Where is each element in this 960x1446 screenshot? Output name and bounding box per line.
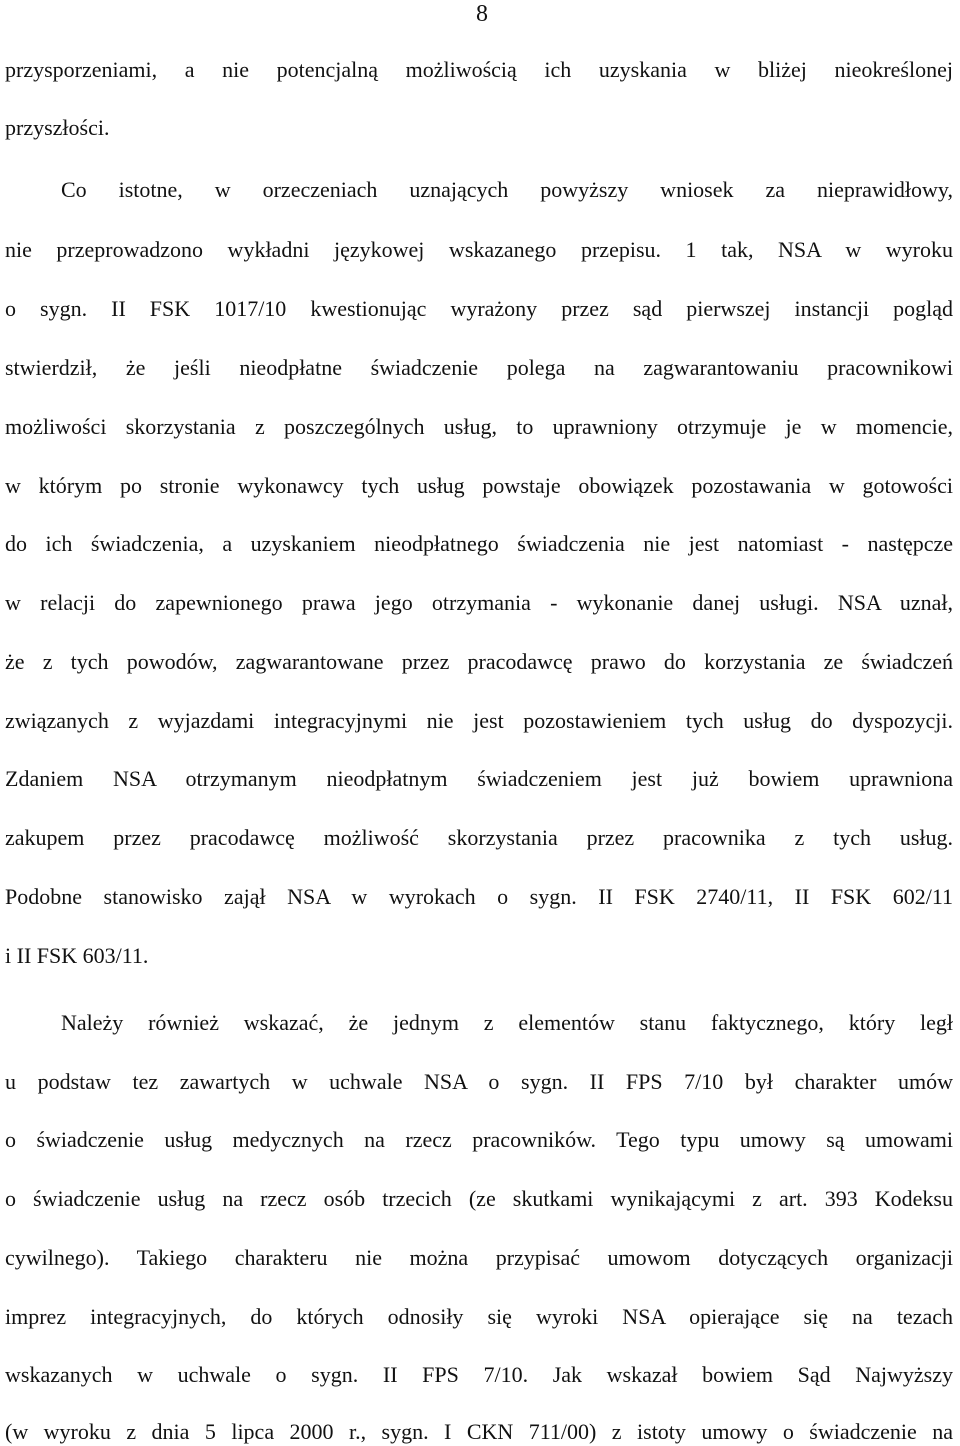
text-line: wskazanych w uchwale o sygn. II FPS 7/10. Jak wskazał bowiem Sąd Najwyższy [5,1362,953,1387]
text-line: o sygn. II FSK 1017/10 kwestionując wyrażony przez sąd pierwszej instancji pogląd [5,296,953,321]
text-line: o świadczenie usług na rzecz osób trzecich (ze skutkami wynikającymi z art. 393 Kodeksu [5,1186,953,1211]
text-line: o świadczenie usług medycznych na rzecz pracowników. Tego typu umowy są umowami [5,1127,953,1152]
text-line: zakupem przez pracodawcę możliwość skorzystania przez pracownika z tych usług. [5,825,953,850]
text-line: że z tych powodów, zagwarantowane przez pracodawcę prawo do korzystania ze świadczeń [5,649,953,674]
text-line: cywilnego). Takiego charakteru nie można przypisać umowom dotyczących organizacji [5,1245,953,1270]
text-line: i II FSK 603/11. [5,943,149,968]
text-line: (w wyroku z dnia 5 lipca 2000 r., sygn. I CKN 711/00) z istoty umowy o świadczenie na [5,1419,953,1444]
text-line: Zdaniem NSA otrzymanym nieodpłatnym świadczeniem jest już bowiem uprawniona [5,766,953,791]
text-line: nie przeprowadzono wykładni językowej wskazanego przepisu. 1 tak, NSA w wyroku [5,237,953,262]
text-line: możliwości skorzystania z poszczególnych usług, to uprawniony otrzymuje je w momencie, [5,414,953,439]
text-line: związanych z wyjazdami integracyjnymi nie jest pozostawieniem tych usług do dyspozycji. [5,708,953,733]
text-line: w którym po stronie wykonawcy tych usług powstaje obowiązek pozostawania w gotowości [5,473,953,498]
text-line: stwierdził, że jeśli nieodpłatne świadczenie polega na zagwarantowaniu pracownikowi [5,355,953,380]
text-line: do ich świadczenia, a uzyskaniem nieodpłatnego świadczenia nie jest natomiast - następcze [5,531,953,556]
page-number: 8 [476,1,488,27]
text-line: w relacji do zapewnionego prawa jego otrzymania - wykonanie danej usługi. NSA uznał, [5,590,953,615]
text-line: Należy również wskazać, że jednym z elementów stanu faktycznego, który legł [61,1010,953,1035]
text-line: Co istotne, w orzeczeniach uznających powyższy wniosek za nieprawidłowy, [61,177,953,202]
text-line: Podobne stanowisko zajął NSA w wyrokach o sygn. II FSK 2740/11, II FSK 602/11 [5,884,953,909]
text-line: przysporzeniami, a nie potencjalną możliwością ich uzyskania w bliżej nieokreślonej [5,57,953,82]
text-line: przyszłości. [5,115,110,140]
text-line: imprez integracyjnych, do których odnosiły się wyroki NSA opierające się na tezach [5,1304,953,1329]
text-line: u podstaw tez zawartych w uchwale NSA o sygn. II FPS 7/10 był charakter umów [5,1069,953,1094]
